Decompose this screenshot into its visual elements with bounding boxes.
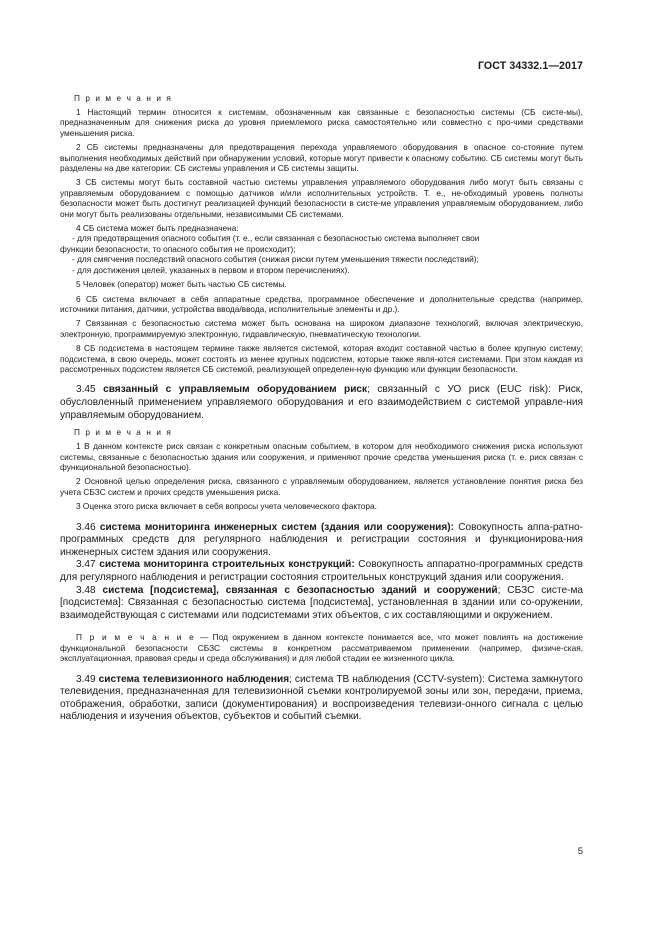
page-content bbox=[60, 94, 583, 724]
term-3-46 bbox=[60, 522, 583, 560]
term-3-45 bbox=[60, 384, 583, 422]
notes-heading: П р и м е ч а н и я bbox=[74, 428, 173, 438]
note-3: 3 Оценка этого риска включает в себя вопросы учета человеческого фактора. bbox=[76, 501, 377, 512]
term-title: система мониторинга инженерных систем (здания или сооружения): bbox=[99, 521, 454, 533]
term-number: 3.46 bbox=[76, 521, 96, 533]
term-number: 3.49 bbox=[76, 673, 96, 685]
term-3-47 bbox=[60, 559, 583, 584]
note-4-item-1: - для предотвращения опасного события (т. е., если связанная с безопасностью система выполняет свои bbox=[72, 233, 480, 244]
notes-heading: П р и м е ч а н и я bbox=[74, 94, 173, 103]
term-number: 3.45 bbox=[76, 384, 96, 396]
note-4-item-2: - для смягчения последствий опасного события (снижая риски путем уменьшения тяжести последствий); bbox=[72, 254, 479, 265]
note-8: 8 СБ подсистема в настоящем термине также является системой, которая входит составной частью в более крупную систему; подсистема, в свою очередь, может состоять из менее крупных подсистем, которые также явля-ются системами. При этом каждая из рассмотренных подсистем является СБ системой, реализующей определен-ную функцию или функции безопасности. bbox=[60, 343, 583, 374]
term-3-49 bbox=[60, 674, 583, 724]
note-environment bbox=[60, 632, 583, 663]
term-3-48 bbox=[60, 585, 583, 623]
note-7: 7 Связанная с безопасностью система может быть основана на широком диапазоне технологий, включая электрическую, электронную, программируемую электронную, гидравлическую, пневматическую технологии. bbox=[60, 318, 583, 339]
note-3: 3 СБ системы могут быть составной частью системы управления управляемого оборудования либо могут быть связаны с управляемым оборудованием с помощью датчиков и/или исполнительных устройств. Т. е., не-обходимый уровень полноты безопасности может быть достигнут реализацией функций безопасности в систе-ме управления управляемым оборудованием, либо они могут быть реализованы отдельными, независимыми СБ системами. bbox=[60, 177, 583, 219]
term-title: система [подсистема], связанная с безопасностью зданий и сооружений bbox=[102, 584, 498, 596]
note-4-item-1-cont: функции безопасности, то опасного события не происходит); bbox=[60, 243, 296, 254]
note-1: 1 В данном контексте риск связан с конкретным опасным событием, в котором для необходимого снижения риска используют системы, связанные с безопасностью здания или сооружения, и применяют прочие средства уменьшения риска (т. е. риск связан с функциональной безопасностью). bbox=[60, 441, 583, 472]
note-2: 2 Основной целью определения риска, связанного с управляемым оборудованием, является установление понятия риска без учета СБЗС систем и прочих средств уменьшения риска. bbox=[60, 476, 583, 497]
term-title: система мониторинга строительных конструкций: bbox=[99, 559, 355, 571]
term-definition: ; связанный с УО риск (EUC risk): Риск, обусловленный применением управляемого оборудования и его взаимодействием с системой управле-ния управляемым оборудованием. bbox=[60, 384, 584, 421]
note-1: 1 Настоящий термин относится к системам, обозначенным как связанные с безопасностью системы (СБ систе-мы), предназначенным для снижения риска до уровня приемлемого риска самостоятельно или совместно с про-чими средствами уменьшения риска. bbox=[60, 107, 583, 138]
note-text: — Под окружением в данном контексте понимается все, что может повлиять на достижение функциональной безопасности СБЗС системы в конкретном рассматриваемом применении (например, физиче-ская, эксплуатационная, правовая среды и среда обслуживания) и для любой стадии ее жизненного цикла. bbox=[60, 632, 583, 664]
term-definition: Совокупность аппа-ратно-программных средств для регулярного наблюдения и регистрации состояния и функционирова-ния инженерных систем здания или сооружения. bbox=[60, 521, 583, 558]
term-title: система телевизионного наблюдения bbox=[98, 673, 290, 685]
term-number: 3.47 bbox=[76, 559, 96, 571]
note-2: 2 СБ системы предназначены для предотвращения перехода управляемого оборудования в опасное со-стояние путем выполнения необходимых действий при обнаружении условий, которые могут привести к опасному событию. СБ системы могут быть разделены на две категории: СБ системы управления и СБ системы защиты. bbox=[60, 142, 583, 174]
note-label: П р и м е ч а н и е bbox=[76, 632, 196, 643]
term-definition: Совокупность аппаратно-программных средств для регулярного наблюдения и регистрации состояния строительных конструкций здания или сооружения. bbox=[60, 559, 583, 583]
term-definition: ; система ТВ наблюдения (CCTV-system): Система замкнутого телевидения, предназначенная для телевизионной съемки контролируемой зоны или зон, передачи, приема, отображения, обработки, записи (документирования) и воспроизведения телевизи-онного сигнала с целью наблюдения и изучения объектов, субъектов и событий съемки. bbox=[60, 673, 583, 723]
term-number: 3.48 bbox=[76, 584, 96, 596]
term-definition: ; СБЗС систе-ма [подсистема]: Связанная с безопасностью система [подсистема], установленная в здании или со-оружении, взаимодействующая с системами или подсистемами этих объектов, с их составляющими и окружением. bbox=[60, 584, 583, 621]
note-6: 6 СБ система включает в себя аппаратные средства, программное обеспечение и дополнительные средства (например, источники питания, датчики, устройства ввода/ввода, исполнительные элементы и др.). bbox=[60, 293, 583, 314]
note-4-item-3: - для достижения целей, указанных в первом и втором перечислениях). bbox=[72, 264, 350, 275]
standard-designation: ГОСТ 34332.1—2017 bbox=[477, 60, 583, 72]
page-number: 5 bbox=[577, 846, 583, 857]
term-title: связанный с управляемым оборудованием риск bbox=[103, 384, 368, 396]
note-5: 5 Человек (оператор) может быть частью СБ системы. bbox=[76, 279, 287, 290]
note-4-intro: 4 СБ система может быть предназначена: bbox=[76, 223, 239, 234]
